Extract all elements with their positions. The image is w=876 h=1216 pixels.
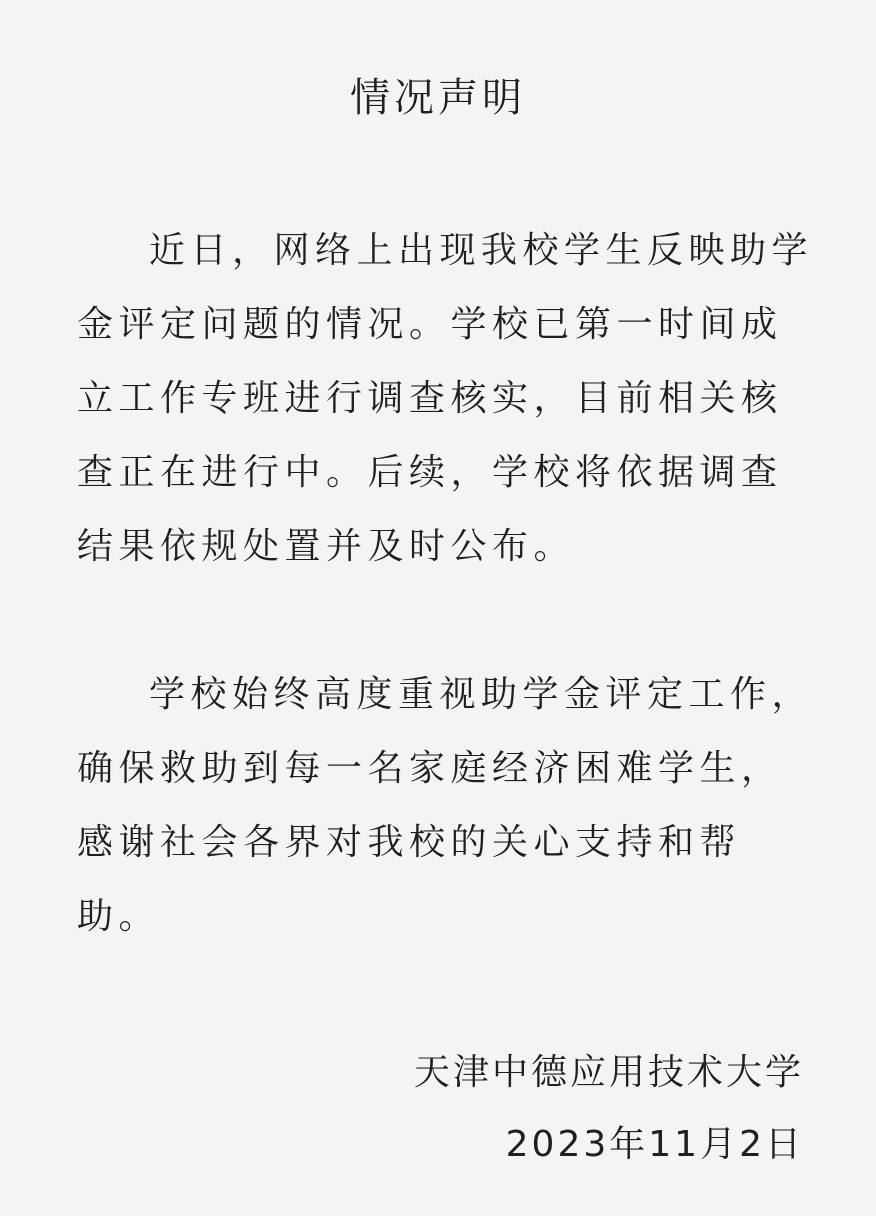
paragraph-1-line-3: 立工作专班进行调查核实，目前相关核 — [77, 378, 783, 419]
paragraph-2-line-1: 学校始终高度重视助学金评定工作， — [149, 674, 814, 715]
paragraph-1-line-1: 近日，网络上出现我校学生反映助学 — [149, 230, 814, 271]
paragraph-1-line-2: 金评定问题的情况。学校已第一时间成 — [77, 304, 783, 345]
paragraph-2-line-4: 助。 — [77, 896, 161, 937]
paragraph-1-line-4: 查正在进行中。后续，学校将依据调查 — [77, 452, 783, 493]
signature-date: 2023年11月2日 — [505, 1124, 804, 1165]
paragraph-1-line-5: 结果依规处置并及时公布。 — [77, 526, 576, 567]
document-title: 情况声明 — [350, 75, 526, 121]
paragraph-2-line-2: 确保救助到每一名家庭经济困难学生， — [77, 748, 783, 789]
paragraph-2-line-3: 感谢社会各界对我校的关心支持和帮 — [77, 822, 742, 863]
signature-organization: 天津中德应用技术大学 — [413, 1052, 804, 1093]
